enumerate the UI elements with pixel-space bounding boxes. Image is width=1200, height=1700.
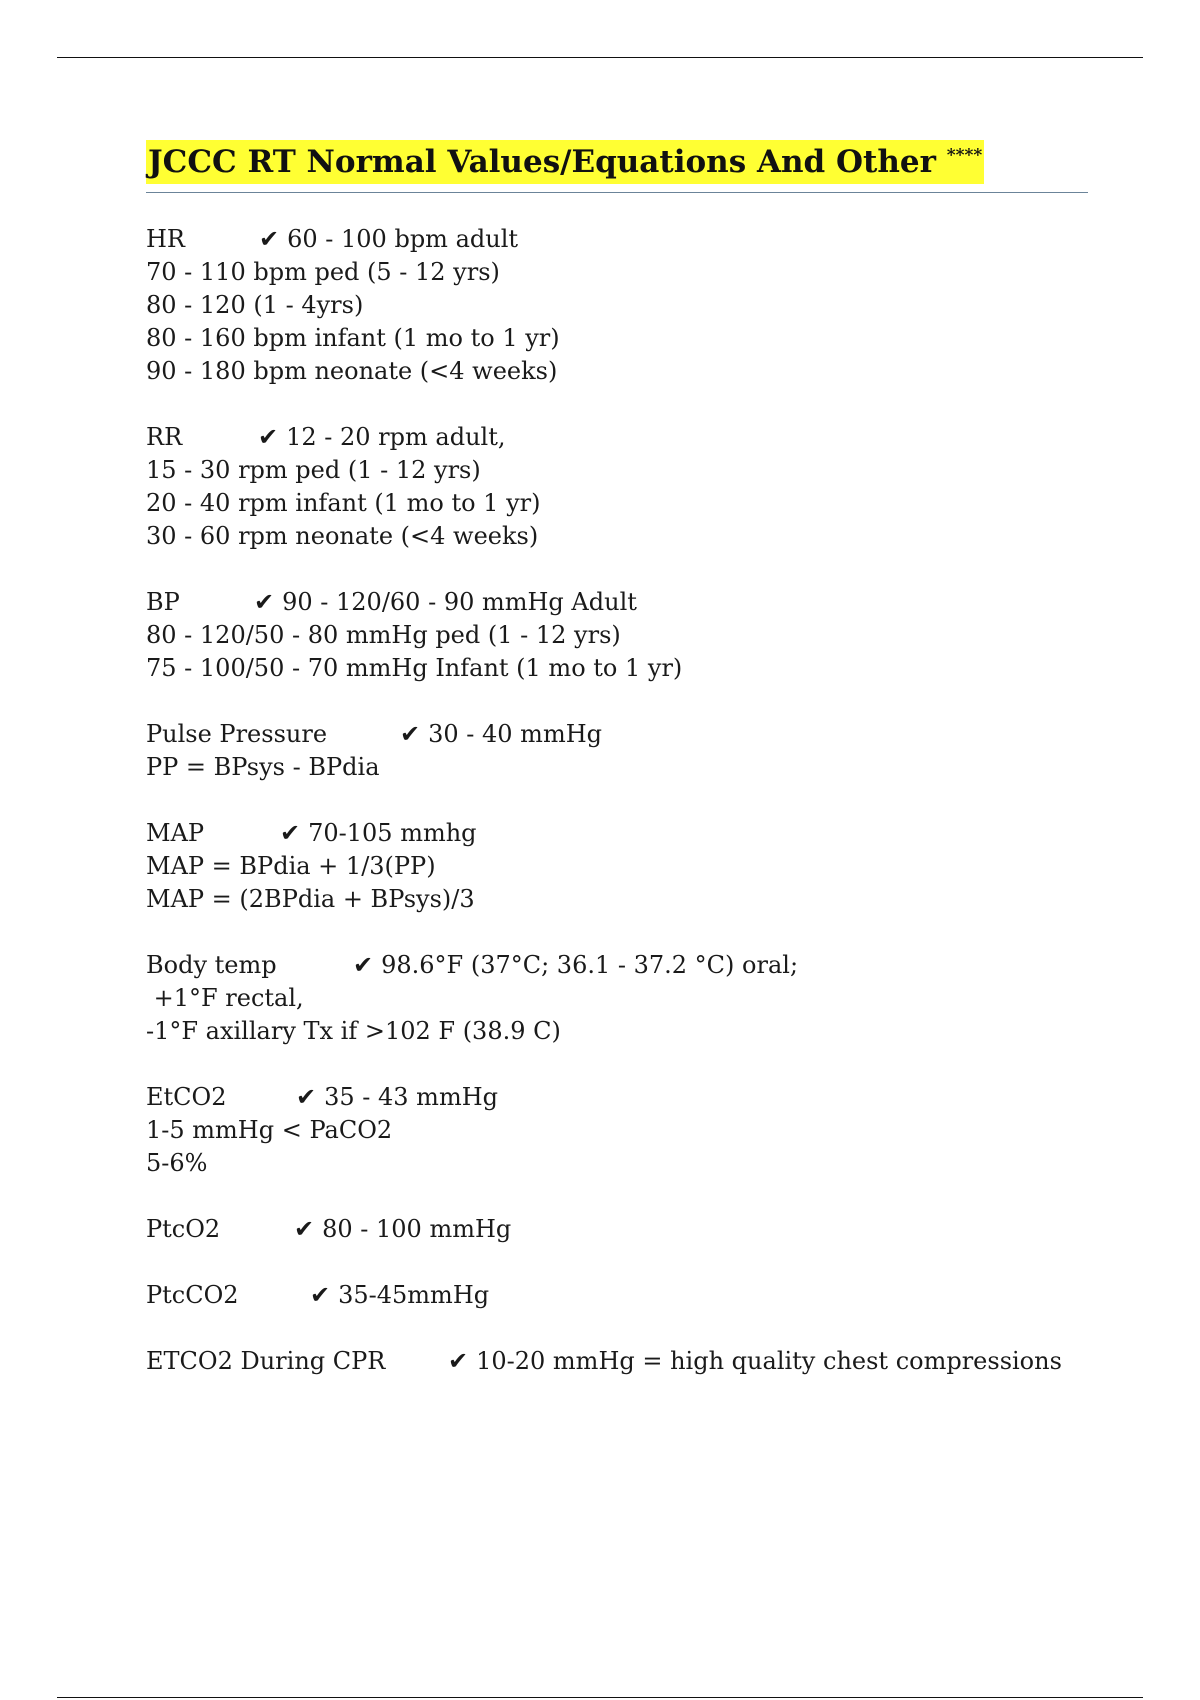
entry-label: BP xyxy=(146,588,180,616)
check-mark-icon: ✔ xyxy=(400,720,421,748)
entry-label: EtCO2 xyxy=(146,1083,227,1111)
entry-heading-line xyxy=(146,1213,1088,1246)
entry-detail-line: 5-6% xyxy=(146,1149,208,1177)
check-mark-icon: ✔ xyxy=(353,951,374,979)
entry-heading-line xyxy=(146,949,1088,982)
entry-label: Pulse Pressure xyxy=(146,720,328,748)
entry-heading-line xyxy=(146,817,1088,850)
entry-normal-value: 70-105 mmhg xyxy=(308,819,477,847)
entry-detail-line: PP = BPsys - BPdia xyxy=(146,753,380,781)
entry-normal-value: 60 - 100 bpm adult xyxy=(287,225,519,253)
entry-detail-line: +1°F rectal, xyxy=(146,984,304,1012)
value-entry xyxy=(146,817,1088,916)
entry-detail-line: MAP = BPdia + 1/3(PP) xyxy=(146,852,436,880)
entry-heading-line xyxy=(146,586,1088,619)
entry-label: PtcO2 xyxy=(146,1215,221,1243)
page-bottom-rule xyxy=(57,1697,1143,1698)
entry-detail-line: 75 - 100/50 - 70 mmHg Infant (1 mo to 1 yr) xyxy=(146,654,683,682)
entry-label: RR xyxy=(146,423,183,451)
entry-heading-line xyxy=(146,1081,1088,1114)
entry-heading-line xyxy=(146,1279,1088,1312)
check-mark-icon: ✔ xyxy=(310,1281,331,1309)
value-entry xyxy=(146,718,1088,784)
entry-detail-line: 70 - 110 bpm ped (5 - 12 yrs) xyxy=(146,258,500,286)
entry-normal-value: 35-45mmHg xyxy=(338,1281,490,1309)
entry-normal-value: 35 - 43 mmHg xyxy=(324,1083,498,1111)
value-entry xyxy=(146,1279,1088,1312)
entry-detail-line: 90 - 180 bpm neonate (<4 weeks) xyxy=(146,357,558,385)
entry-normal-value: 30 - 40 mmHg xyxy=(428,720,602,748)
entry-normal-value: 98.6°F (37°C; 36.1 - 37.2 °C) oral; xyxy=(381,951,799,979)
entry-label: MAP xyxy=(146,819,205,847)
entry-heading-line xyxy=(146,718,1088,751)
title-block xyxy=(146,140,1088,193)
entry-normal-value: 12 - 20 rpm adult, xyxy=(286,423,506,451)
entry-label: PtcCO2 xyxy=(146,1281,239,1309)
document-content xyxy=(146,140,1088,1411)
check-mark-icon: ✔ xyxy=(448,1347,469,1375)
check-mark-icon: ✔ xyxy=(296,1083,317,1111)
page-top-rule xyxy=(57,57,1143,58)
entry-heading-line xyxy=(146,421,1088,454)
entry-detail-line: 80 - 160 bpm infant (1 mo to 1 yr) xyxy=(146,324,560,352)
document-title xyxy=(146,140,984,184)
entry-detail-line: 1-5 mmHg < PaCO2 xyxy=(146,1116,393,1144)
entry-detail-line: 80 - 120/50 - 80 mmHg ped (1 - 12 yrs) xyxy=(146,621,621,649)
entry-detail-line: 30 - 60 rpm neonate (<4 weeks) xyxy=(146,522,539,550)
check-mark-icon: ✔ xyxy=(254,588,275,616)
value-entry xyxy=(146,1345,1088,1378)
check-mark-icon: ✔ xyxy=(280,819,301,847)
value-entry xyxy=(146,1081,1088,1180)
value-entry xyxy=(146,949,1088,1048)
entry-detail-line: MAP = (2BPdia + BPsys)/3 xyxy=(146,885,475,913)
document-title-text: JCCC RT Normal Values/Equations And Other xyxy=(148,144,936,180)
entry-heading-line xyxy=(146,223,1088,256)
entry-normal-value: 80 - 100 mmHg xyxy=(322,1215,512,1243)
entry-heading-line xyxy=(146,1345,1088,1378)
values-list xyxy=(146,223,1088,1378)
check-mark-icon: ✔ xyxy=(294,1215,315,1243)
entry-detail-line: 15 - 30 rpm ped (1 - 12 yrs) xyxy=(146,456,481,484)
entry-normal-value: 10-20 mmHg = high quality chest compressions xyxy=(476,1347,1062,1375)
check-mark-icon: ✔ xyxy=(259,225,280,253)
entry-detail-line: 80 - 120 (1 - 4yrs) xyxy=(146,291,364,319)
value-entry xyxy=(146,1213,1088,1246)
value-entry xyxy=(146,586,1088,685)
value-entry xyxy=(146,223,1088,388)
entry-label: Body temp xyxy=(146,951,277,979)
entry-detail-line: 20 - 40 rpm infant (1 mo to 1 yr) xyxy=(146,489,541,517)
entry-detail-line: -1°F axillary Tx if >102 F (38.9 C) xyxy=(146,1017,561,1045)
check-mark-icon: ✔ xyxy=(258,423,279,451)
title-stars: **** xyxy=(946,145,983,166)
entry-label: HR xyxy=(146,225,185,253)
entry-normal-value: 90 - 120/60 - 90 mmHg Adult xyxy=(282,588,637,616)
value-entry xyxy=(146,421,1088,553)
entry-label: ETCO2 During CPR xyxy=(146,1347,386,1375)
